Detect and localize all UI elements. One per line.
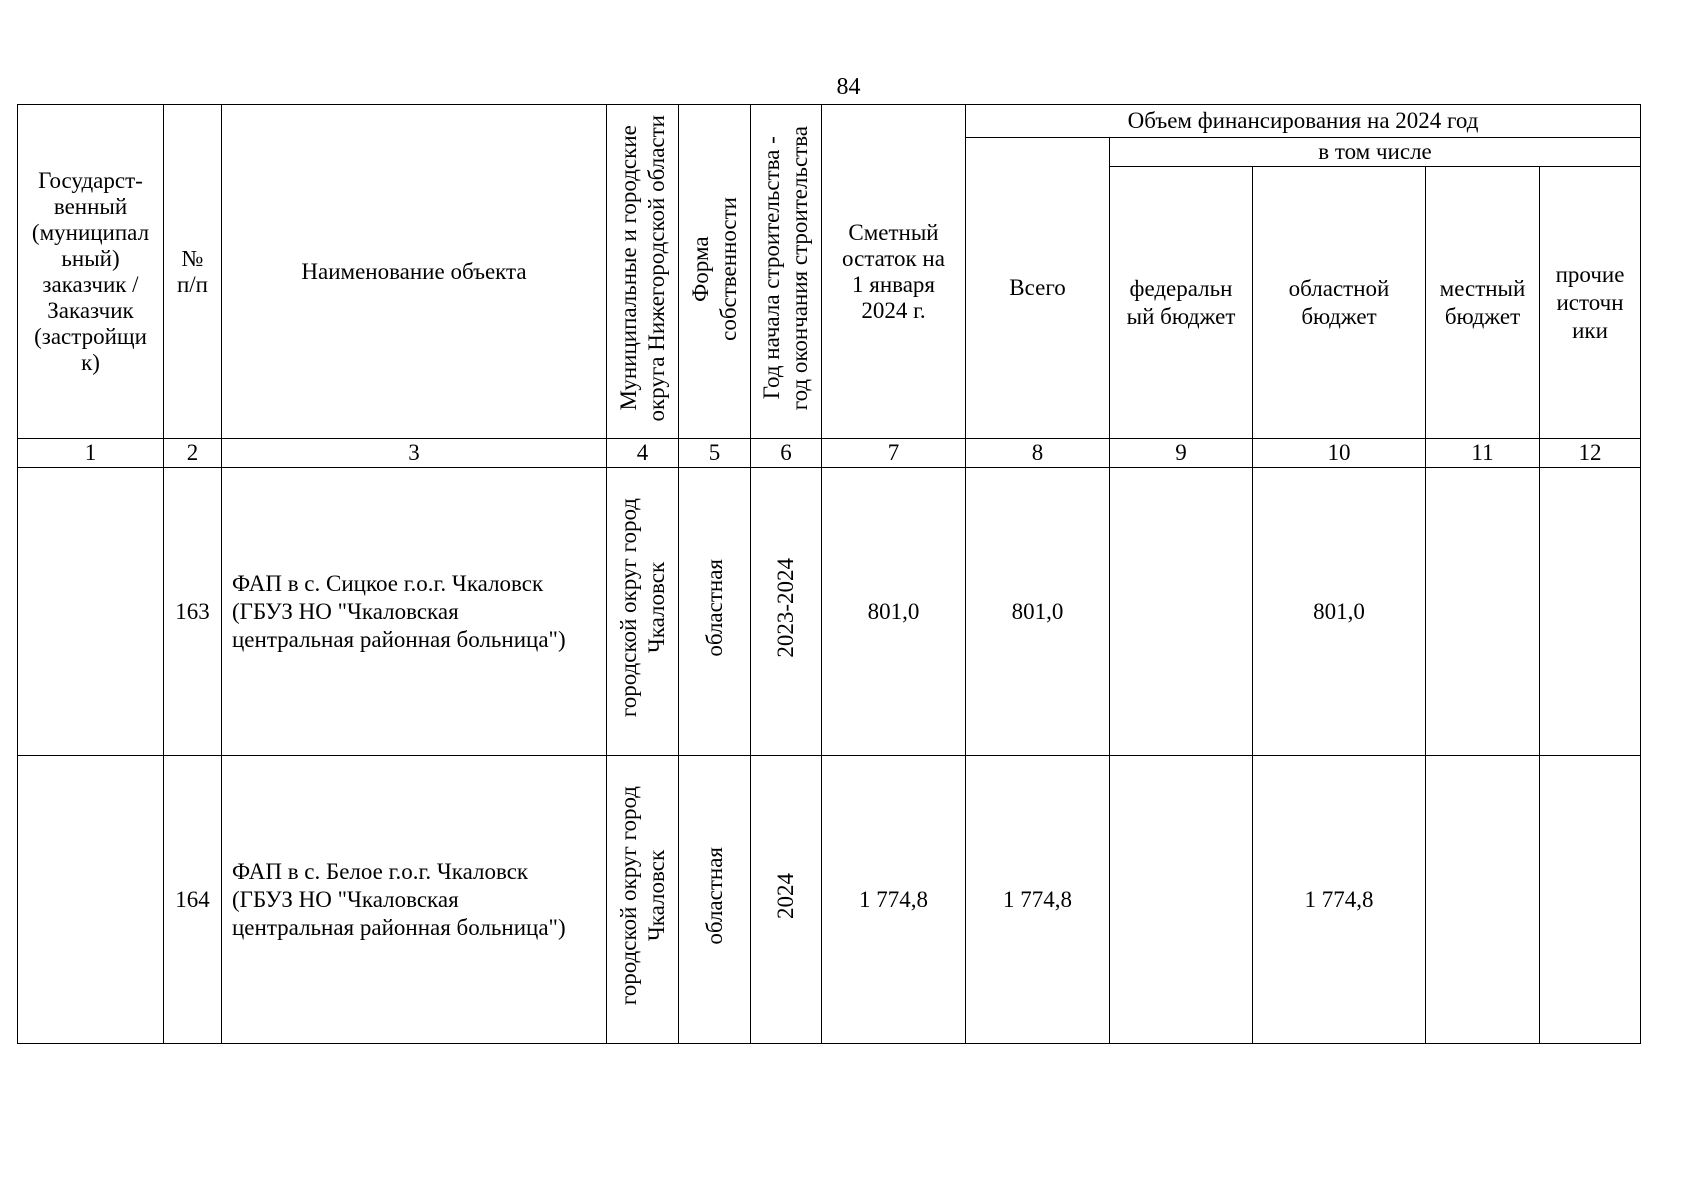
cell-ownership: областная — [679, 468, 751, 756]
cell-num: 163 — [164, 468, 222, 756]
cell-years: 2023-2024 — [751, 468, 822, 756]
cell-regional: 1 774,8 — [1253, 756, 1426, 1044]
header-federal: федеральн ый бюджет — [1110, 167, 1253, 439]
cell-municipality: городской округ город Чкаловск — [607, 468, 679, 756]
cell-other — [1540, 756, 1641, 1044]
header-regional: областной бюджет — [1253, 167, 1426, 439]
cell-federal — [1110, 468, 1253, 756]
cell-estimate: 801,0 — [822, 468, 966, 756]
column-number: 11 — [1426, 439, 1540, 468]
column-number: 2 — [164, 439, 222, 468]
column-number: 6 — [751, 439, 822, 468]
header-other: прочие источн ики — [1540, 167, 1641, 439]
object-name-line: ФАП в с. Белое г.о.г. Чкаловск — [232, 858, 529, 884]
column-number: 1 — [18, 439, 164, 468]
table-row — [18, 756, 1641, 1044]
header-ownership: Форма собственности — [679, 105, 751, 439]
cell-customer — [18, 468, 164, 756]
column-number: 9 — [1110, 439, 1253, 468]
header-funding-group: Объем финансирования на 2024 год — [966, 105, 1641, 138]
column-number: 7 — [822, 439, 966, 468]
cell-estimate: 1 774,8 — [822, 756, 966, 1044]
cell-regional: 801,0 — [1253, 468, 1426, 756]
column-number: 12 — [1540, 439, 1641, 468]
column-number: 8 — [966, 439, 1110, 468]
header-total: Всего — [966, 138, 1110, 439]
object-name-line: центральная районная больница") — [232, 626, 566, 652]
header-object-name: Наименование объекта — [222, 105, 607, 439]
cell-local — [1426, 756, 1540, 1044]
cell-federal — [1110, 756, 1253, 1044]
object-name-line: (ГБУЗ НО "Чкаловская — [232, 598, 459, 624]
table-row — [18, 468, 1641, 756]
header-years: Год начала строительства - год окончания строительства — [751, 105, 822, 439]
cell-local — [1426, 468, 1540, 756]
header-local: местный бюджет — [1426, 167, 1540, 439]
cell-years: 2024 — [751, 756, 822, 1044]
column-number: 5 — [679, 439, 751, 468]
object-name-line: (ГБУЗ НО "Чкаловская — [232, 886, 459, 912]
financing-table — [17, 104, 1641, 1044]
header-estimate: Сметный остаток на 1 января 2024 г. — [822, 105, 966, 439]
page-number: 84 — [836, 74, 861, 100]
object-name-line: ФАП в с. Сицкое г.о.г. Чкаловск — [232, 570, 544, 596]
cell-ownership: областная — [679, 756, 751, 1044]
cell-object-name — [222, 468, 607, 756]
header-customer: Государст- венный (муниципал ьный) заказчик / Заказчик (застройщи к) — [18, 105, 164, 439]
column-number: 3 — [222, 439, 607, 468]
object-name-line: центральная районная больница") — [232, 914, 566, 940]
cell-object-name — [222, 756, 607, 1044]
header-municipality: Муниципальные и городские округа Нижегородской области — [607, 105, 679, 439]
column-number: 10 — [1253, 439, 1426, 468]
cell-total: 1 774,8 — [966, 756, 1110, 1044]
column-number: 4 — [607, 439, 679, 468]
cell-other — [1540, 468, 1641, 756]
cell-total: 801,0 — [966, 468, 1110, 756]
cell-customer — [18, 756, 164, 1044]
cell-municipality: городской округ город Чкаловск — [607, 756, 679, 1044]
cell-num: 164 — [164, 756, 222, 1044]
header-num: № п/п — [164, 105, 222, 439]
header-including: в том числе — [1110, 138, 1641, 167]
